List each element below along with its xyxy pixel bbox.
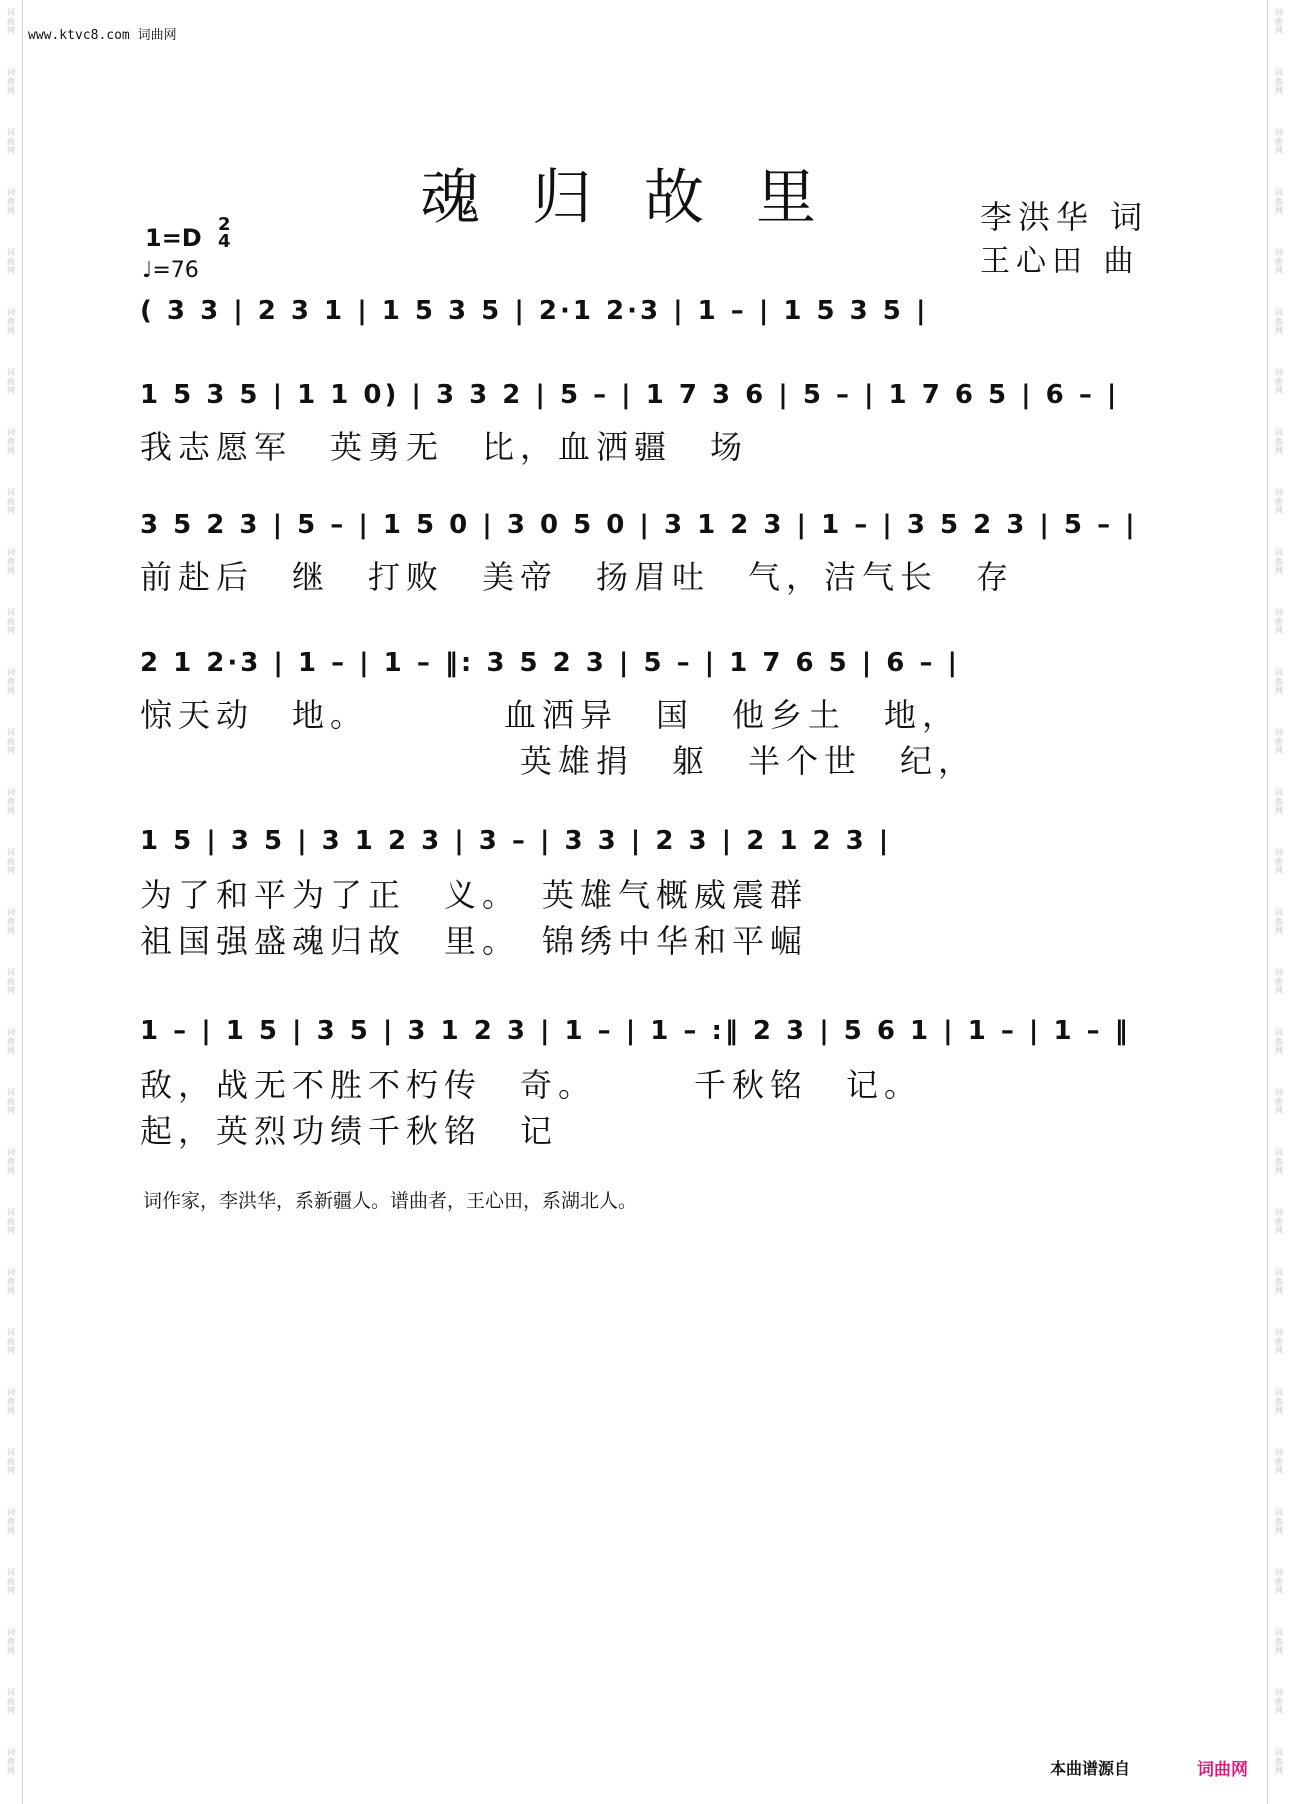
composer-credit: 王心田 曲 xyxy=(980,244,1140,279)
score-line-6-notes: 1 – | 1 5 | 3 5 | 3 1 2 3 | 1 – | 1 – :‖ 2 3 | 5 6 1 | 1 – | 1 – ‖ xyxy=(140,1016,1131,1046)
margin-watermark: 词 曲 网 xyxy=(1275,8,1283,35)
site-header xyxy=(28,24,177,43)
margin-watermark: 词 曲 网 xyxy=(1275,1088,1283,1115)
margin-watermark: 词 曲 网 xyxy=(7,908,15,935)
margin-watermark: 词 曲 网 xyxy=(1275,1268,1283,1295)
margin-watermark: 词 曲 网 xyxy=(1275,188,1283,215)
margin-watermark: 词 曲 网 xyxy=(7,1208,15,1235)
margin-watermark: 词 曲 网 xyxy=(1275,1748,1283,1775)
score-line-4-notes: 2 1 2·3 | 1 – | 1 – ‖: 3 5 2 3 | 5 – | 1 7 6 5 | 6 – | xyxy=(140,648,960,678)
site-name: 词曲网 xyxy=(137,28,177,43)
site-url[interactable]: www.ktvc8.com xyxy=(28,28,130,43)
score-line-2-notes: 1 5 3 5 | 1 1 0) | 3 3 2 | 5 – | 1 7 3 6 | 5 – | 1 7 6 5 | 6 – | xyxy=(140,380,1120,410)
margin-watermark: 词 曲 网 xyxy=(7,8,15,35)
key-signature: 1=D xyxy=(145,224,202,252)
time-signature xyxy=(218,216,231,250)
margin-watermark: 词 曲 网 xyxy=(7,1688,15,1715)
margin-watermark: 词 曲 网 xyxy=(7,788,15,815)
source-brand-link[interactable]: 词曲网 xyxy=(1197,1760,1248,1780)
margin-watermark: 词 曲 网 xyxy=(1275,68,1283,95)
score-line-6-lyrics-verse-2: 起，英烈功绩千秋铭 记 xyxy=(140,1112,559,1150)
margin-watermark: 词 曲 网 xyxy=(1275,1628,1283,1655)
margin-watermark: 词 曲 网 xyxy=(7,188,15,215)
margin-watermark: 词 曲 网 xyxy=(7,1568,15,1595)
margin-watermark: 词 曲 网 xyxy=(7,1628,15,1655)
margin-watermark: 词 曲 网 xyxy=(1275,728,1283,755)
margin-watermark: 词 曲 网 xyxy=(1275,908,1283,935)
time-signature-top: 2 xyxy=(218,214,231,235)
margin-watermark: 词 曲 网 xyxy=(7,1088,15,1115)
margin-watermark: 词 曲 网 xyxy=(7,968,15,995)
margin-watermark: 词 曲 网 xyxy=(7,1028,15,1055)
source-label: 本曲谱源自 xyxy=(1050,1759,1131,1778)
margin-watermark: 词 曲 网 xyxy=(7,848,15,875)
margin-watermark: 词 曲 网 xyxy=(1275,548,1283,575)
score-line-5-lyrics-verse-2: 祖国强盛魂归故 里。 锦绣中华和平崛 xyxy=(140,922,809,960)
song-title: 魂归故里 xyxy=(420,163,868,233)
tempo-marking: ♩=76 xyxy=(142,258,199,283)
author-footnote: 词作家，李洪华，系新疆人。谱曲者，王心田，系湖北人。 xyxy=(143,1190,638,1212)
margin-watermark: 词 曲 网 xyxy=(7,668,15,695)
margin-watermark: 词 曲 网 xyxy=(1275,1208,1283,1235)
margin-watermark: 词 曲 网 xyxy=(1275,128,1283,155)
margin-watermark: 词 曲 网 xyxy=(1275,1448,1283,1475)
margin-watermark: 词 曲 网 xyxy=(1275,1568,1283,1595)
margin-watermark: 词 曲 网 xyxy=(7,1328,15,1355)
margin-watermark: 词 曲 网 xyxy=(1275,848,1283,875)
margin-watermark: 词 曲 网 xyxy=(1275,1148,1283,1175)
margin-watermark: 词 曲 网 xyxy=(7,488,15,515)
margin-watermark: 词 曲 网 xyxy=(1275,308,1283,335)
margin-watermark: 词 曲 网 xyxy=(1275,1388,1283,1415)
margin-watermark: 词 曲 网 xyxy=(1275,1688,1283,1715)
time-signature-bottom: 4 xyxy=(218,231,231,252)
score-line-5-notes: 1 5 | 3 5 | 3 1 2 3 | 3 – | 3 3 | 2 3 | 2 1 2 3 | xyxy=(140,826,892,856)
score-line-3-notes: 3 5 2 3 | 5 – | 1 5 0 | 3 0 5 0 | 3 1 2 3 | 1 – | 3 5 2 3 | 5 – | xyxy=(140,510,1138,540)
margin-watermark: 词 曲 网 xyxy=(7,128,15,155)
score-line-3-lyrics: 前赴后 继 打败 美帝 扬眉吐 气，洁气长 存 xyxy=(140,558,1015,596)
margin-watermark: 词 曲 网 xyxy=(7,1148,15,1175)
margin-watermark: 词 曲 网 xyxy=(1275,1028,1283,1055)
margin-watermark: 词 曲 网 xyxy=(1275,428,1283,455)
margin-watermark: 词 曲 网 xyxy=(1275,1508,1283,1535)
margin-watermark: 词 曲 网 xyxy=(7,248,15,275)
margin-watermark: 词 曲 网 xyxy=(7,1508,15,1535)
margin-watermark: 词 曲 网 xyxy=(7,1268,15,1295)
margin-watermark: 词 曲 网 xyxy=(1275,368,1283,395)
score-line-1-notes: ( 3 3 | 2 3 1 | 1 5 3 5 | 2·1 2·3 | 1 – | 1 5 3 5 | xyxy=(140,296,929,326)
score-line-4-lyrics-verse-1: 惊天动 地。 血洒异 国 他乡土 地， xyxy=(140,696,961,734)
margin-watermark: 词 曲 网 xyxy=(7,1748,15,1775)
margin-watermark: 词 曲 网 xyxy=(7,608,15,635)
margin-watermark: 词 曲 网 xyxy=(7,548,15,575)
margin-watermark: 词 曲 网 xyxy=(7,368,15,395)
score-line-2-lyrics: 我志愿军 英勇无 比，血洒疆 场 xyxy=(140,428,749,466)
margin-watermark: 词 曲 网 xyxy=(1275,788,1283,815)
lyricist-credit: 李洪华 词 xyxy=(980,198,1149,236)
margin-watermark: 词 曲 网 xyxy=(1275,488,1283,515)
score-line-4-lyrics-verse-2: 英雄捐 躯 半个世 纪， xyxy=(140,742,977,780)
margin-watermark: 词 曲 网 xyxy=(7,1388,15,1415)
margin-watermark: 词 曲 网 xyxy=(1275,1328,1283,1355)
margin-watermark: 词 曲 网 xyxy=(7,68,15,95)
margin-watermark: 词 曲 网 xyxy=(1275,608,1283,635)
margin-watermark: 词 曲 网 xyxy=(1275,968,1283,995)
margin-watermark: 词 曲 网 xyxy=(7,728,15,755)
score-line-5-lyrics-verse-1: 为了和平为了正 义。 英雄气概威震群 xyxy=(140,876,809,914)
margin-watermark: 词 曲 网 xyxy=(1275,668,1283,695)
score-line-6-lyrics-verse-1: 敌，战无不胜不朽传 奇。 千秋铭 记。 xyxy=(140,1066,923,1104)
margin-watermark: 词 曲 网 xyxy=(1275,248,1283,275)
margin-watermark: 词 曲 网 xyxy=(7,428,15,455)
margin-watermark: 词 曲 网 xyxy=(7,1448,15,1475)
margin-watermark: 词 曲 网 xyxy=(7,308,15,335)
